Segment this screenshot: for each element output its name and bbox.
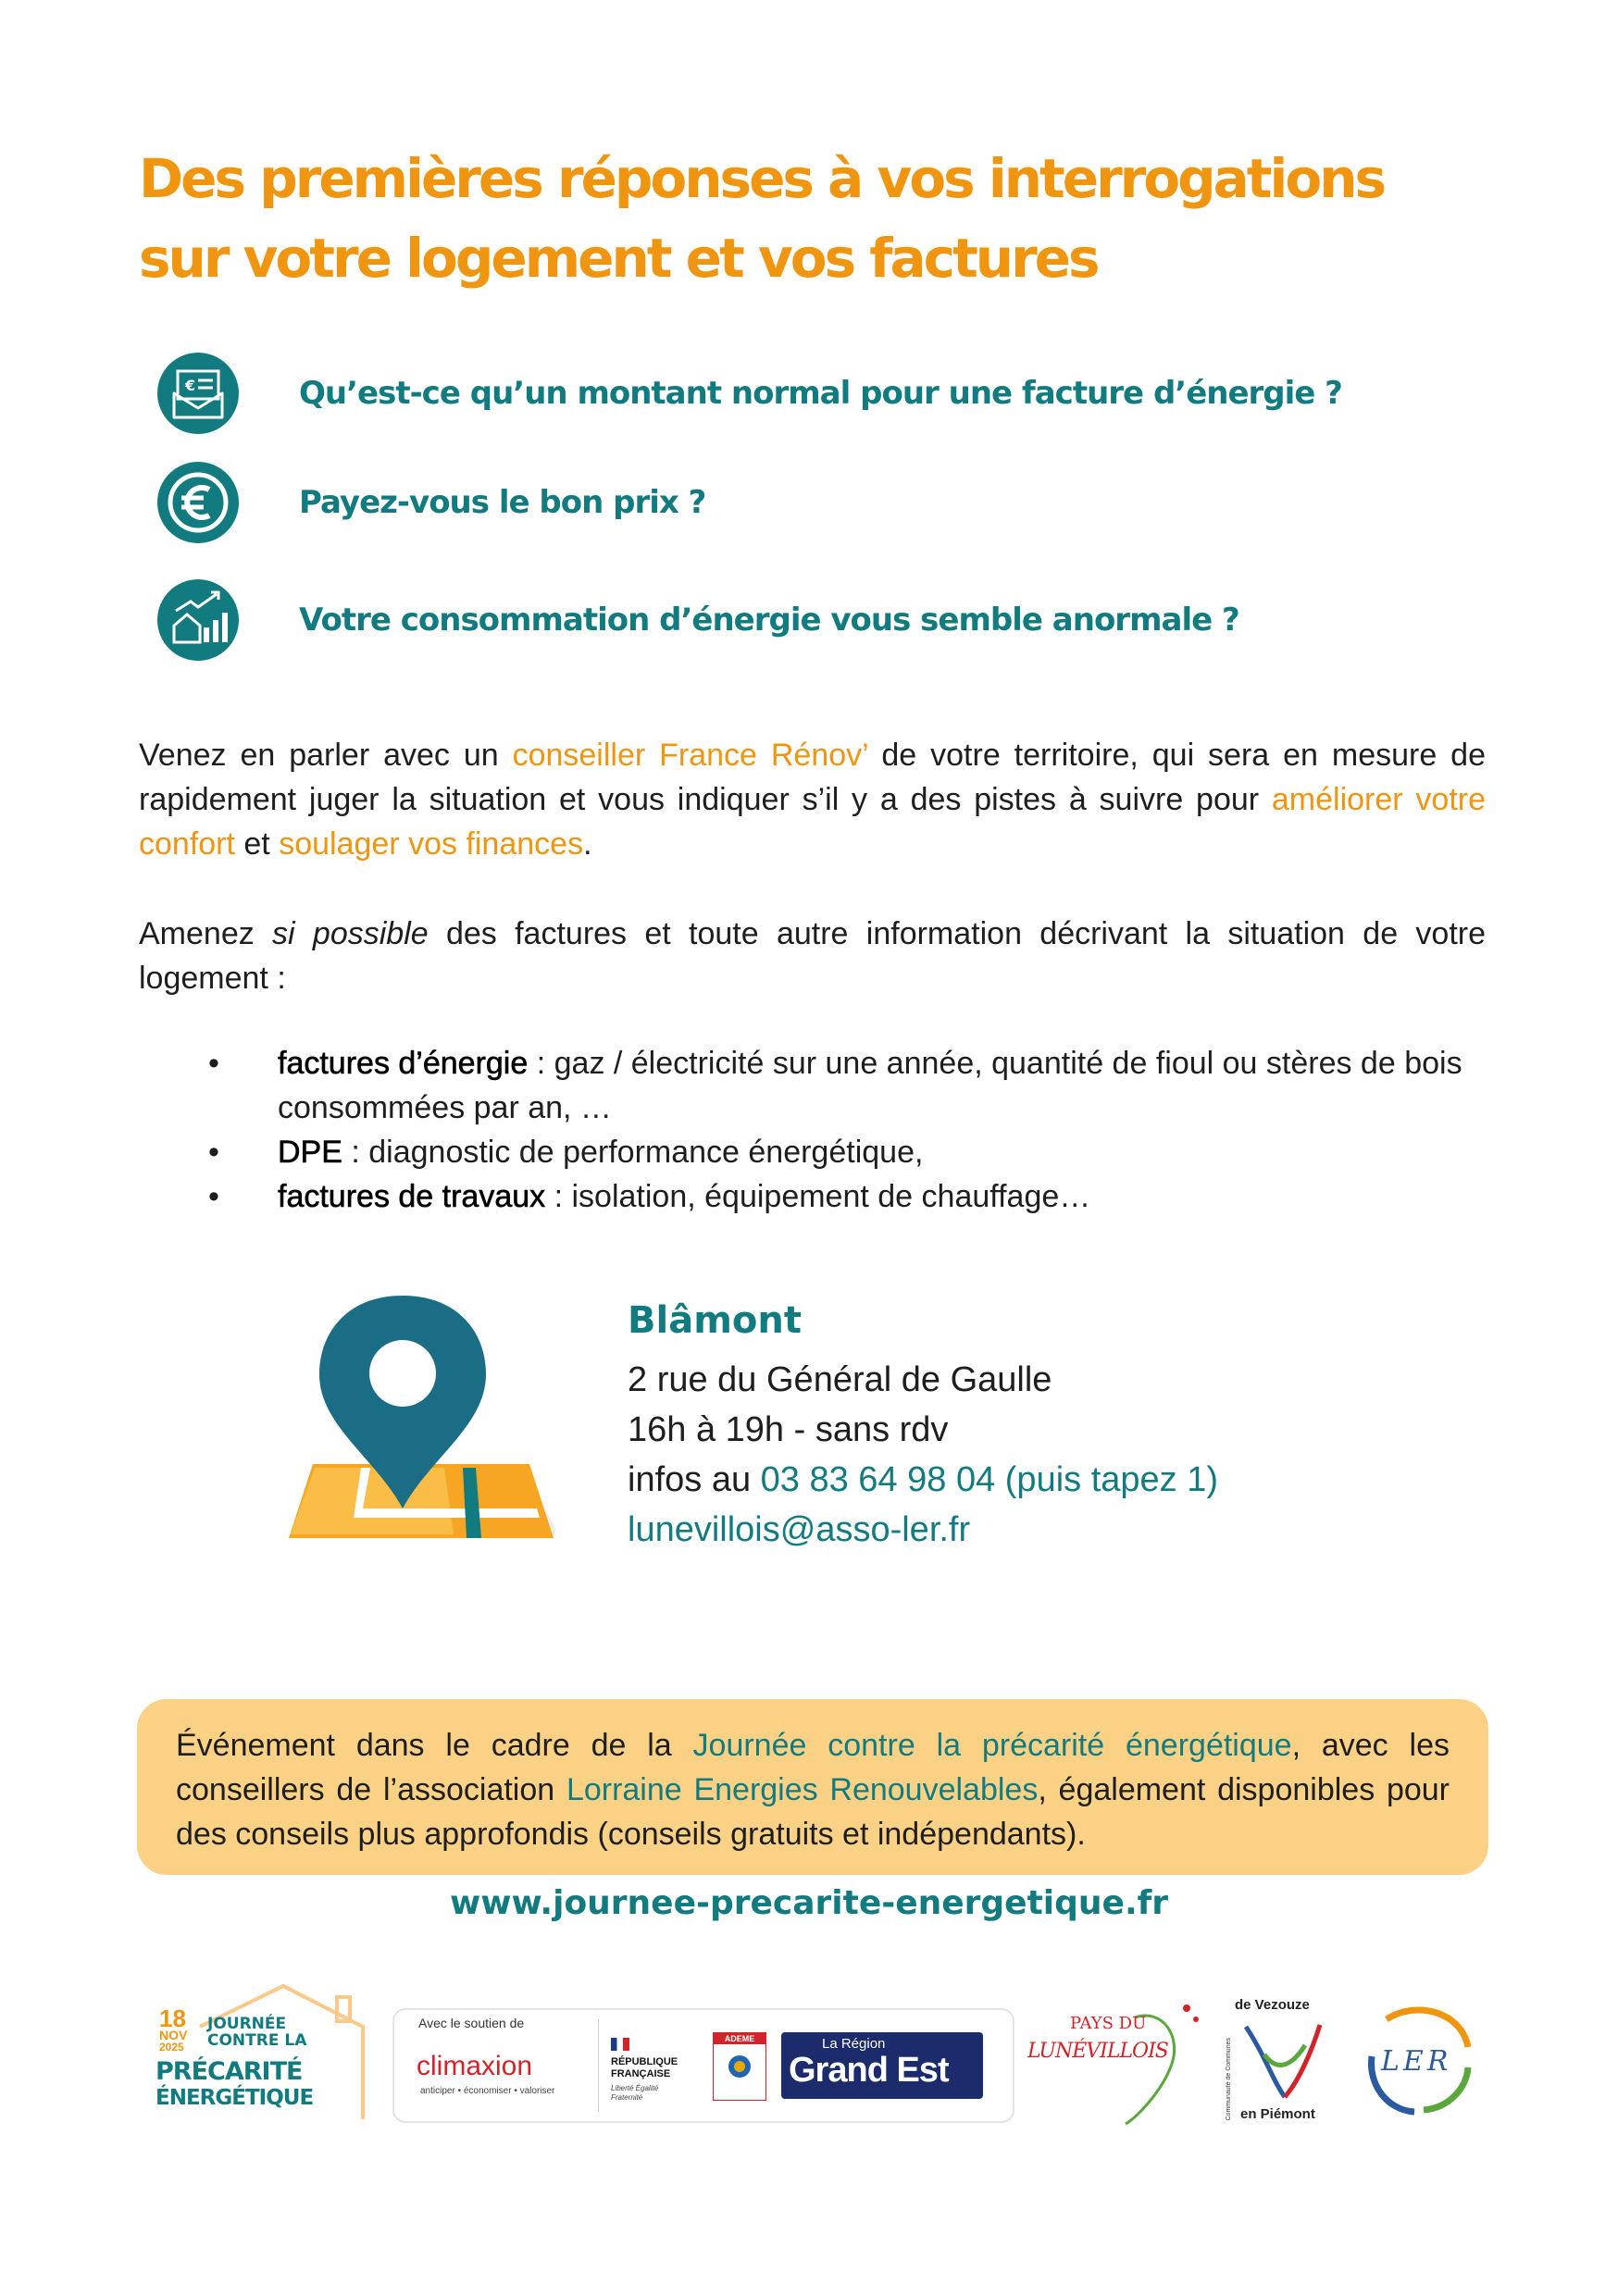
ler-text: LER <box>1381 2045 1452 2078</box>
bring-text: Amenez <box>139 916 273 951</box>
pays-lunevillois-logo <box>1024 1999 1209 2128</box>
website-link[interactable]: www.journee-precarite-energetique.fr <box>449 1884 1169 1922</box>
journee-main <box>156 2058 313 2110</box>
intro-highlight: conseiller France Rénov’ <box>512 738 868 773</box>
vezouze-top: de Vezouze <box>1235 1997 1310 2013</box>
intro-highlight: améliorer votre confort <box>139 782 1486 862</box>
ademe-label: ADEME <box>714 2033 765 2044</box>
journee-subtitle <box>207 2016 306 2049</box>
region-grand-est-logo <box>781 2032 983 2099</box>
vezouze-bottom: en Piémont <box>1240 2106 1315 2122</box>
ademe-logo <box>713 2032 766 2101</box>
euro-icon <box>157 462 239 543</box>
page-title <box>139 139 1481 298</box>
marianne-flag-icon <box>611 2038 629 2051</box>
list-item-label: DPE <box>278 1135 342 1170</box>
phone-prefix: infos au <box>628 1460 761 1499</box>
question-text: Payez-vous le bon prix ? <box>299 484 706 521</box>
vezouze-side: Communauté de Communes <box>1226 2038 1232 2121</box>
question-row <box>157 461 1500 544</box>
map-pin-icon <box>278 1296 555 1555</box>
journee-line-1: JOURNÉE <box>207 2015 287 2033</box>
title-line-2: sur votre logement et vos factures <box>139 227 1098 290</box>
climaxion-tagline: anticiper • économiser • valoriser <box>420 2086 555 2096</box>
list-item-text: : gaz / électricité sur une année, quantité de fioul ou stères de bois consommées par an, … <box>278 1046 1462 1125</box>
list-item <box>139 1174 1486 1219</box>
event-info-box <box>137 1699 1488 1875</box>
republique-motto: Liberté Égalité Fraternité <box>611 2084 659 2102</box>
supporters-strip <box>392 2008 1014 2123</box>
question-text: Qu’est-ce qu’un montant normal pour une facture d’énergie ? <box>299 375 1342 412</box>
documents-list <box>139 1041 1486 1219</box>
region-small: La Région <box>822 2036 886 2052</box>
location-street: 2 rue du Général de Gaulle <box>628 1360 1052 1399</box>
bring-paragraph <box>139 912 1486 1000</box>
journee-day: 18 <box>159 2004 186 2032</box>
event-highlight: Lorraine Energies Renouvelables <box>566 1772 1039 1807</box>
house-growth-chart-icon <box>157 579 239 661</box>
intro-text: et <box>234 826 280 862</box>
journee-line-2: CONTRE LA <box>207 2031 307 2050</box>
pays-bottom: LUNÉVILLOIS <box>1027 2040 1168 2063</box>
intro-highlight: soulager vos finances <box>279 826 584 862</box>
question-row <box>157 352 1500 435</box>
location-phone-line <box>628 1455 1461 1505</box>
support-label: Avec le soutien de <box>418 2016 525 2030</box>
pays-top: PAYS DU <box>1070 2014 1147 2033</box>
journee-month: NOV <box>159 2028 188 2042</box>
bring-emphasis: si possible <box>272 916 429 951</box>
bill-envelope-icon <box>157 353 239 434</box>
intro-text: de votre territoire, qui sera en mesure de rapidement juger la situation et vous indiquer s’il y a des pistes à suivre pour <box>139 738 1486 817</box>
event-text: , avec les conseillers de l’association <box>176 1728 1450 1807</box>
climaxion-logo: climaxion <box>417 2051 533 2081</box>
location-city: Blâmont <box>628 1299 802 1342</box>
event-text: , également disponibles pour des conseils plus approfondis (conseils gratuits et indépendants). <box>176 1772 1450 1852</box>
event-text: Événement dans le cadre de la <box>176 1728 693 1763</box>
list-item-text: : diagnostic de performance énergétique, <box>342 1135 924 1170</box>
journee-line-3: PRÉCARITÉ <box>156 2057 303 2086</box>
ler-logo <box>1359 2001 1479 2121</box>
location-block <box>628 1296 1461 1555</box>
location-hours: 16h à 19h - sans rdv <box>628 1410 949 1449</box>
svg-text:€: € <box>185 377 196 394</box>
event-highlight: Journée contre la précarité énergétique <box>692 1728 1292 1763</box>
journee-line-4: ÉNERGÉTIQUE <box>156 2086 314 2110</box>
republique-logo: RÉPUBLIQUE FRANÇAISE <box>611 2056 678 2079</box>
bring-text: des factures et toute autre information décrivant la situation de votre logement : <box>139 916 1487 996</box>
title-line-1: Des premières réponses à vos interrogations <box>139 147 1385 210</box>
intro-text: . <box>583 826 592 862</box>
journee-date <box>159 2004 188 2054</box>
question-text: Votre consommation d’énergie vous semble anormale ? <box>299 602 1239 639</box>
phone-link[interactable]: 03 83 64 98 04 (puis tapez 1) <box>760 1460 1219 1499</box>
intro-text: Venez en parler avec un <box>139 738 513 773</box>
list-item <box>139 1041 1486 1130</box>
question-row <box>157 578 1500 662</box>
intro-paragraph <box>139 733 1486 866</box>
journee-year: 2025 <box>159 2041 184 2054</box>
list-item-text: : isolation, équipement de chauffage… <box>545 1179 1091 1214</box>
region-big: Grand Est <box>789 2051 949 2090</box>
list-item <box>139 1130 1486 1174</box>
vezouze-logo <box>1220 1997 1350 2128</box>
list-item-label: factures de travaux <box>278 1179 546 1214</box>
divider <box>598 2019 599 2112</box>
journee-logo <box>156 1980 378 2128</box>
email-link[interactable]: lunevillois@asso-ler.fr <box>628 1510 971 1549</box>
list-item-label: factures d’énergie <box>278 1046 529 1081</box>
